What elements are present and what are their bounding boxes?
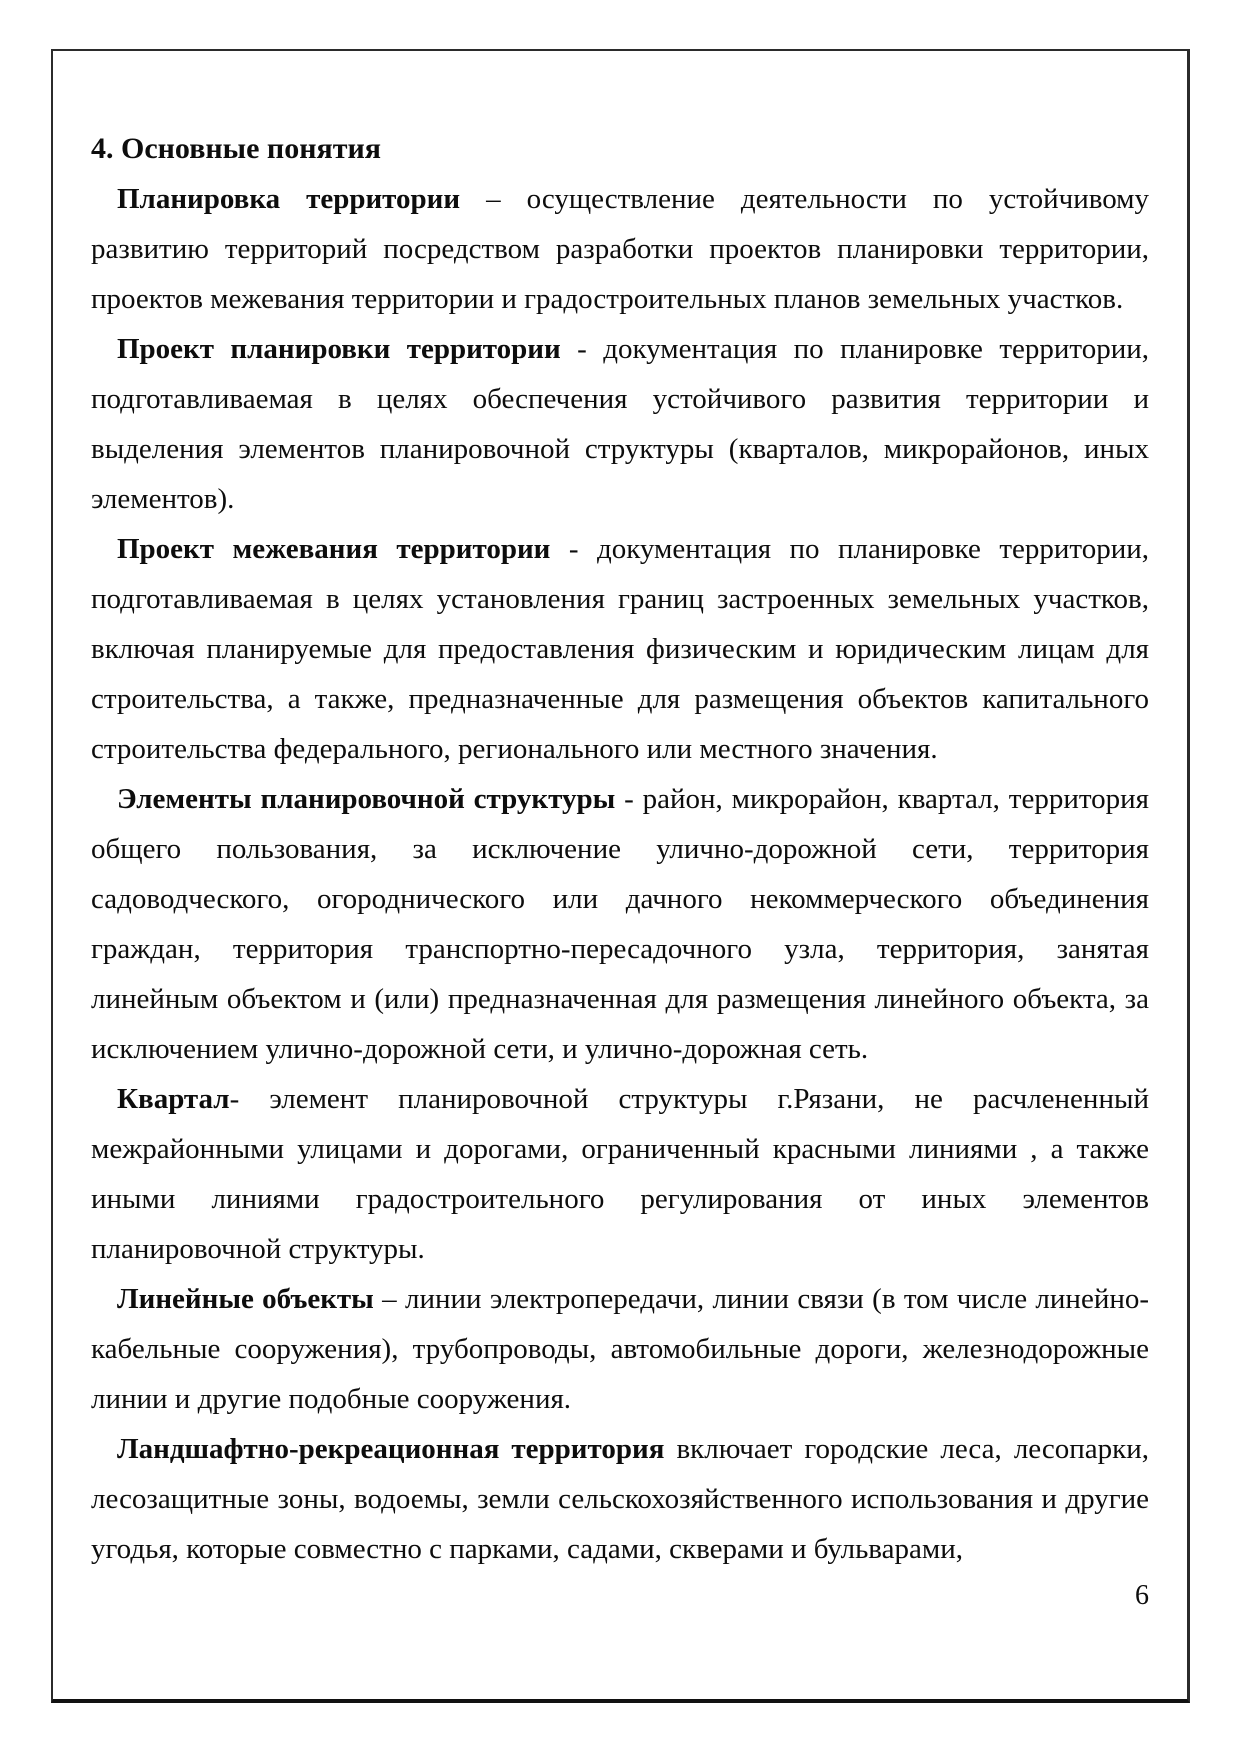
definition-paragraph	[91, 324, 1149, 524]
definition-text: включает городские леса, лесопарки, лесозащитные зоны, водоемы, земли сельскохозяйственного использования и другие угодья, которые совместно с парками, садами, скверами и бульварами,	[91, 1433, 1150, 1565]
term-separator	[664, 1433, 676, 1465]
term-separator: -	[560, 333, 604, 365]
term-elementy-struktury: Элементы планировочной структуры	[117, 783, 616, 815]
definition-text: элемент планировочной структуры г.Рязани, не расчлененный межрайонными улицами и дорогами, ограниченный красными линиями , а также иными линиями градостроительного регулирования от иных элементов планировочной структуры.	[91, 1083, 1149, 1265]
term-proekt-mezhevaniya: Проект межевания территории	[117, 533, 551, 565]
definition-text: документация по планировке территории, подготавливаемая в целях установления границ застроенных земельных участков, включая планируемые для предоставления физическим и юридическим лицам для строительства, а также, предназначенные для размещения объектов капитального строительства федерального, регионального или местного значения.	[91, 533, 1149, 765]
term-separator: -	[550, 533, 597, 565]
definition-paragraph	[91, 174, 1149, 324]
term-separator: -	[229, 1083, 270, 1115]
definition-paragraph	[91, 1274, 1149, 1424]
definition-paragraph	[91, 524, 1149, 774]
term-separator: –	[373, 1283, 406, 1315]
definition-paragraph	[91, 774, 1149, 1074]
definition-paragraph	[91, 1074, 1149, 1274]
definition-text: осуществление деятельности по устойчивому развитию территорий посредством разработки проектов планировки территории, проектов межевания территории и градостроительных планов земельных участков.	[91, 183, 1150, 315]
definition-paragraph	[91, 1424, 1149, 1574]
document-body	[91, 124, 1149, 1618]
definition-text: район, микрорайон, квартал, территория общего пользования, за исключение улично-дорожной сети, территория садоводческого, огороднического или дачного некоммерческого объединения граждан, территория транспортно-пересадочного узла, территория, занятая линейным объектом и (или) предназначенная для размещения линейного объекта, за исключением улично-дорожной сети, и улично-дорожная сеть.	[91, 783, 1149, 1065]
term-lineynye-obekty: Линейные объекты	[117, 1283, 374, 1315]
term-planirovka-territorii: Планировка территории	[117, 183, 461, 215]
term-kvartal: Квартал	[117, 1083, 230, 1115]
definition-text: документация по планировке территории, подготавливаемая в целях обеспечения устойчивого развития территории и выделения элементов планировочной структуры (кварталов, микрорайонов, иных элементов).	[91, 333, 1149, 515]
section-heading: 4. Основные понятия	[91, 132, 381, 165]
term-separator: –	[460, 183, 527, 215]
term-landshaftno-rekreacionnaya: Ландшафтно-рекреационная территория	[117, 1433, 665, 1465]
term-proekt-planirovki: Проект планировки территории	[117, 333, 561, 365]
page-number: 6	[1135, 1580, 1149, 1611]
term-separator: -	[615, 783, 643, 815]
definition-text: линии электропередачи, линии связи (в том числе линейно-кабельные сооружения), трубопроводы, автомобильные дороги, железнодорожные линии и другие подобные сооружения.	[91, 1283, 1150, 1415]
